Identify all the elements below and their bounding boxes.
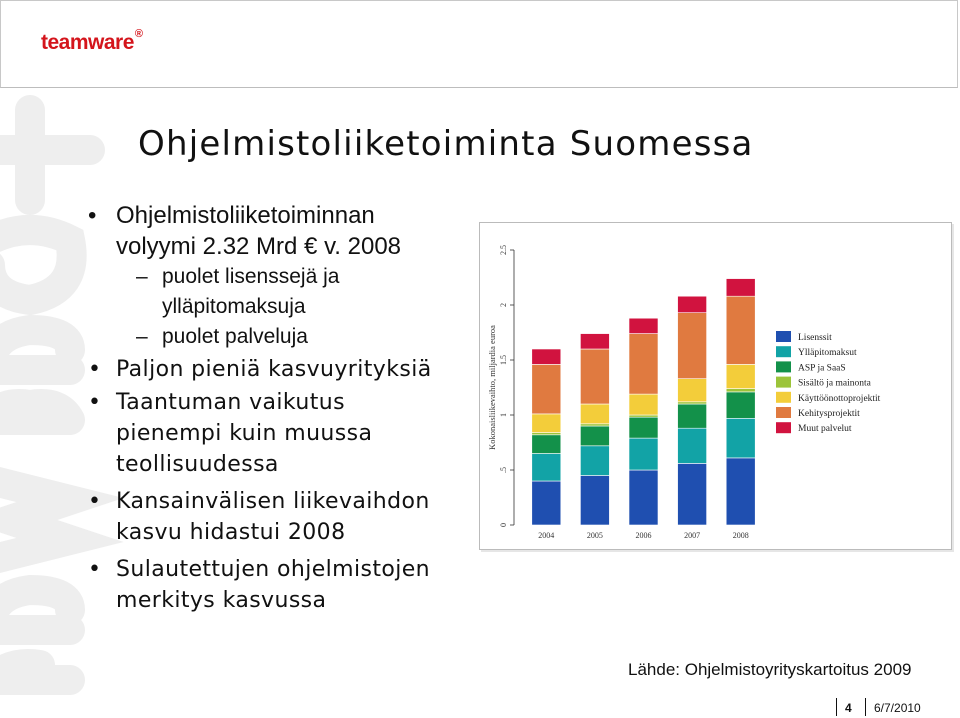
footer-divider [865, 698, 866, 716]
y-tick-label: 1.5 [499, 355, 508, 365]
slide-title: Ohjelmistoliiketoiminta Suomessa [138, 124, 754, 164]
legend-label: ASP ja SaaS [798, 363, 846, 374]
bullet-dot-icon: • [88, 557, 102, 582]
bar-segment [580, 349, 609, 404]
bullet-line: teollisuudessa [116, 452, 279, 477]
dash-icon: – [136, 265, 148, 288]
bullet-dot-icon: • [88, 489, 102, 514]
slide-header [0, 0, 958, 88]
y-tick-label: 2 [499, 303, 508, 307]
sub-bullet-services [88, 322, 488, 352]
bullet-line: Ohjelmistoliiketoiminnan [116, 202, 375, 229]
legend-label: Ylläpitomaksut [798, 348, 857, 359]
legend-swatch [776, 331, 791, 342]
bar-segment [678, 404, 707, 428]
legend-label: Kehitysprojektit [798, 409, 860, 419]
bar-segment [629, 415, 658, 417]
bar-segment [678, 402, 707, 404]
bar-segment [726, 389, 755, 392]
x-tick-label: 2004 [538, 531, 555, 540]
bar-segment [726, 364, 755, 388]
sub-bullet-licenses [88, 262, 488, 322]
bullet-line: Kansainvälisen liikevaihdon [116, 489, 430, 514]
bar-segment [629, 334, 658, 395]
legend-swatch [776, 407, 791, 418]
footer-date: 6/7/2010 [874, 701, 921, 715]
bar-segment [678, 463, 707, 525]
bar-segment [726, 418, 755, 458]
bullet-line: volyymi 2.32 Mrd € v. 2008 [116, 233, 402, 260]
bar-segment [726, 279, 755, 297]
bullet-list [88, 200, 488, 616]
x-tick-label: 2005 [586, 531, 603, 540]
bar-segment [580, 446, 609, 476]
bar-segment [580, 424, 609, 426]
x-tick-label: 2006 [635, 531, 652, 540]
bar-segment [678, 428, 707, 463]
bar-segment [629, 394, 658, 415]
bullet-line: Taantuman vaikutus [116, 390, 345, 415]
bar-segment [726, 458, 755, 525]
bullet-line: ylläpitomaksuja [162, 295, 306, 318]
bullet-line: puolet lisenssejä ja [162, 265, 340, 288]
revenue-chart-svg [480, 223, 951, 549]
y-tick-label: 1 [499, 413, 508, 417]
legend-swatch [776, 392, 791, 403]
bullet-line: Paljon pieniä kasvuyrityksiä [116, 357, 432, 382]
bullet-line: Sulautettujen ohjelmistojen [116, 557, 431, 582]
bar-segment [629, 318, 658, 333]
bullet-line: kasvu hidastui 2008 [116, 520, 346, 545]
source-note: Lähde: Ohjelmistoyrityskartoitus 2009 [628, 660, 912, 679]
bar-segment [580, 404, 609, 424]
bar-segment [532, 414, 561, 433]
bar-segment [629, 438, 658, 470]
bullet-dot-icon: • [88, 202, 97, 229]
bar-segment [532, 349, 561, 364]
bullet-international [88, 486, 488, 548]
bullet-recession [88, 387, 488, 480]
y-tick-label: .5 [499, 467, 508, 473]
bar-segment [726, 392, 755, 418]
bar-segment [532, 433, 561, 435]
bar-segment [532, 454, 561, 482]
bar-segment [678, 296, 707, 313]
revenue-chart [479, 222, 952, 550]
x-tick-label: 2007 [684, 531, 701, 540]
legend-swatch [776, 377, 791, 388]
legend-swatch [776, 422, 791, 433]
legend-label: Sisältö ja mainonta [798, 378, 871, 389]
legend-label: Lisenssit [798, 333, 832, 343]
bar-segment [629, 417, 658, 438]
bar-segment [678, 313, 707, 379]
bar-segment [678, 379, 707, 402]
bullet-embedded [88, 554, 488, 616]
bullet-line: merkitys kasvussa [116, 588, 327, 613]
bar-segment [629, 470, 658, 525]
footer-divider [836, 698, 837, 716]
bullet-volume [88, 200, 488, 262]
y-tick-label: 2.5 [499, 245, 508, 255]
page-number: 4 [845, 701, 852, 715]
x-tick-label: 2008 [732, 531, 749, 540]
y-axis-label: Kokonaisliikevaihto, miljardia euroa [487, 325, 497, 450]
teamware-logo: teamware® [41, 28, 143, 54]
bar-segment [532, 435, 561, 454]
bar-segment [580, 476, 609, 526]
bar-segment [726, 296, 755, 364]
legend-label: Käyttöönottoprojektit [798, 393, 881, 404]
bar-segment [532, 481, 561, 525]
bar-segment [580, 426, 609, 446]
dash-icon: – [136, 325, 148, 348]
bullet-dot-icon: • [88, 390, 102, 415]
legend-swatch [776, 361, 791, 372]
bar-segment [532, 364, 561, 414]
bullet-line: puolet palveluja [162, 325, 308, 348]
bullet-growth-companies [88, 354, 488, 385]
legend-label: Muut palvelut [798, 424, 852, 435]
y-tick-label: 0 [499, 523, 508, 527]
bullet-line: pienempi kuin muussa [116, 421, 373, 446]
bullet-dot-icon: • [88, 357, 102, 382]
legend-swatch [776, 346, 791, 357]
bar-segment [580, 334, 609, 349]
